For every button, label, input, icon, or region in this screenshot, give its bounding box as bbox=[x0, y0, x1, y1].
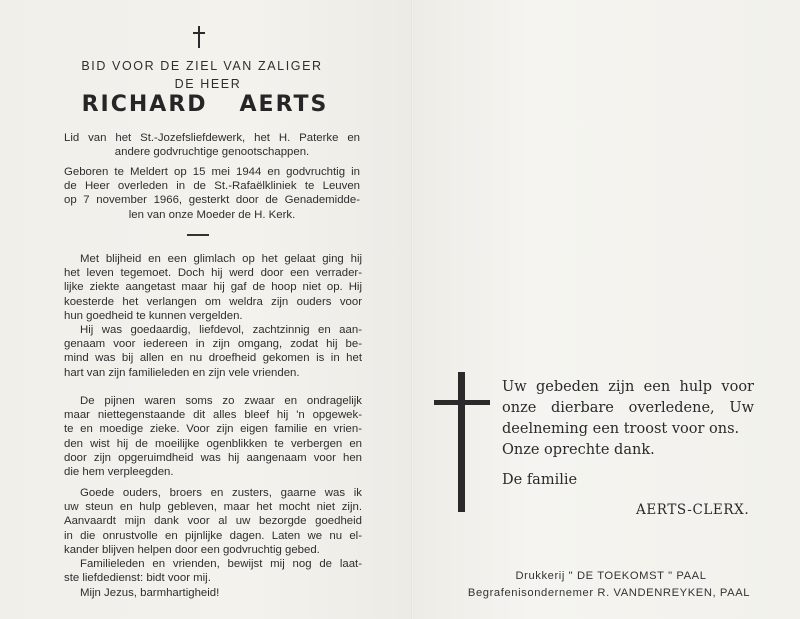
divider-line bbox=[187, 234, 209, 236]
text-line: Lid van het St.-Jozefsliefdewerk, het H. Paterke en bbox=[64, 132, 360, 144]
family-name: AERTS-CLERX. bbox=[636, 502, 750, 518]
text-line: kander blijven helpen door een godvruchtig gebed. bbox=[64, 543, 320, 556]
prayer-heading: BID VOOR DE ZIEL VAN ZALIGER bbox=[81, 59, 323, 73]
last-name: AERTS bbox=[239, 92, 329, 117]
family-label: De familie bbox=[502, 472, 578, 488]
paragraph-4 bbox=[64, 486, 362, 557]
text-line: andere godvruchtige genootschappen. bbox=[114, 146, 310, 159]
text-line: mind was bij allen en nu droefheid gekomen is in het bbox=[64, 352, 362, 365]
text-line: den wist hij de moeilijke ogenblikken te verbergen en bbox=[64, 437, 362, 450]
text-line: koesterde het verlangen om weldra zijn ouders voor bbox=[64, 295, 362, 308]
biography-dates-text bbox=[64, 165, 360, 222]
large-cross-icon bbox=[434, 372, 490, 512]
text-line: die hem verpleegden. bbox=[64, 466, 174, 479]
text-line: onze dierbare overledene, Uw bbox=[502, 400, 754, 416]
text-line: Familieleden en vrienden, bewijst mij nog de laat- bbox=[80, 558, 362, 570]
text-line: hart van zijn familieleden en zijn vele vrienden. bbox=[64, 366, 300, 379]
text-line: Geboren te Meldert op 15 mei 1944 en godvruchtig in bbox=[64, 166, 360, 178]
text-line: het leven tegemoet. Doch hij werd door een verrader- bbox=[64, 267, 362, 280]
text-line: hun goedheid te kunnen vergelden. bbox=[64, 309, 243, 322]
text-line: uw steun en hulp gebleven, maar het mocht niet zijn. bbox=[64, 501, 362, 514]
cross-icon bbox=[193, 26, 205, 48]
text-line: Met blijheid en een glimlach op het gelaat ging hij bbox=[80, 253, 362, 265]
text-line: Hij was goedaardig, liefdevol, zachtzinnig en aan- bbox=[80, 324, 362, 336]
deceased-name bbox=[40, 92, 370, 117]
text-line: deelneming een troost voor ons. bbox=[502, 421, 740, 437]
text-line: Aanvaardt mijn dank voor al uw bezorgde goedheid bbox=[64, 515, 362, 528]
paragraph-2 bbox=[64, 323, 362, 380]
paragraph-5 bbox=[64, 557, 362, 585]
first-name: RICHARD bbox=[81, 92, 208, 117]
prayer-subheading: DE HEER bbox=[174, 77, 242, 91]
text-line: in die onrustvolle en pijnlijke dagen. Laten we nu el- bbox=[64, 529, 362, 542]
text-line: genaam voor iedereen in zijn omgang, zodat hij be- bbox=[64, 338, 362, 351]
right-page bbox=[414, 0, 800, 619]
undertaker-credit: Begrafenisondernemer R. VANDENREYKEN, PAAL bbox=[467, 587, 751, 599]
thanks-line: Onze oprechte dank. bbox=[502, 442, 655, 458]
closing-prayer bbox=[64, 586, 362, 600]
text-line: maar niettegenstaande dit alles bleef hij 'n opgewek- bbox=[64, 409, 362, 422]
text-line: door zijn opgeruimdheid was hij aangenaam voor hen bbox=[64, 451, 362, 464]
paragraph-1 bbox=[64, 252, 362, 323]
text-line: Uw gebeden zijn een hulp voor bbox=[502, 379, 754, 395]
text-line: te en moedige zieke. Voor zijn eigen familie en vrien- bbox=[64, 423, 362, 436]
paragraph-3 bbox=[64, 394, 362, 479]
text-line: de Heer overleden in de St.-Rafaëlkliniek te Leuven bbox=[64, 180, 360, 193]
text-line: De pijnen waren soms zo zwaar en ondragelijk bbox=[80, 395, 362, 407]
text-line: ste liefdedienst: bidt voor mij. bbox=[64, 572, 211, 585]
text-line: op 7 november 1966, gesterkt door de Genademidde- bbox=[64, 194, 360, 207]
text-line: len van onze Moeder de H. Kerk. bbox=[128, 208, 296, 221]
memberships-text bbox=[64, 131, 360, 159]
text-line: lijke ziekte aangetast maar hij gaf de hoop niet op. Hij bbox=[64, 281, 362, 294]
text-line: Goede ouders, broers en zusters, gaarne was ik bbox=[80, 487, 362, 499]
text-line: Mijn Jezus, barmhartigheid! bbox=[80, 587, 220, 599]
printer-credit: Drukkerij " DE TOEKOMST " PAAL bbox=[515, 570, 707, 582]
condolence-text bbox=[502, 377, 754, 440]
